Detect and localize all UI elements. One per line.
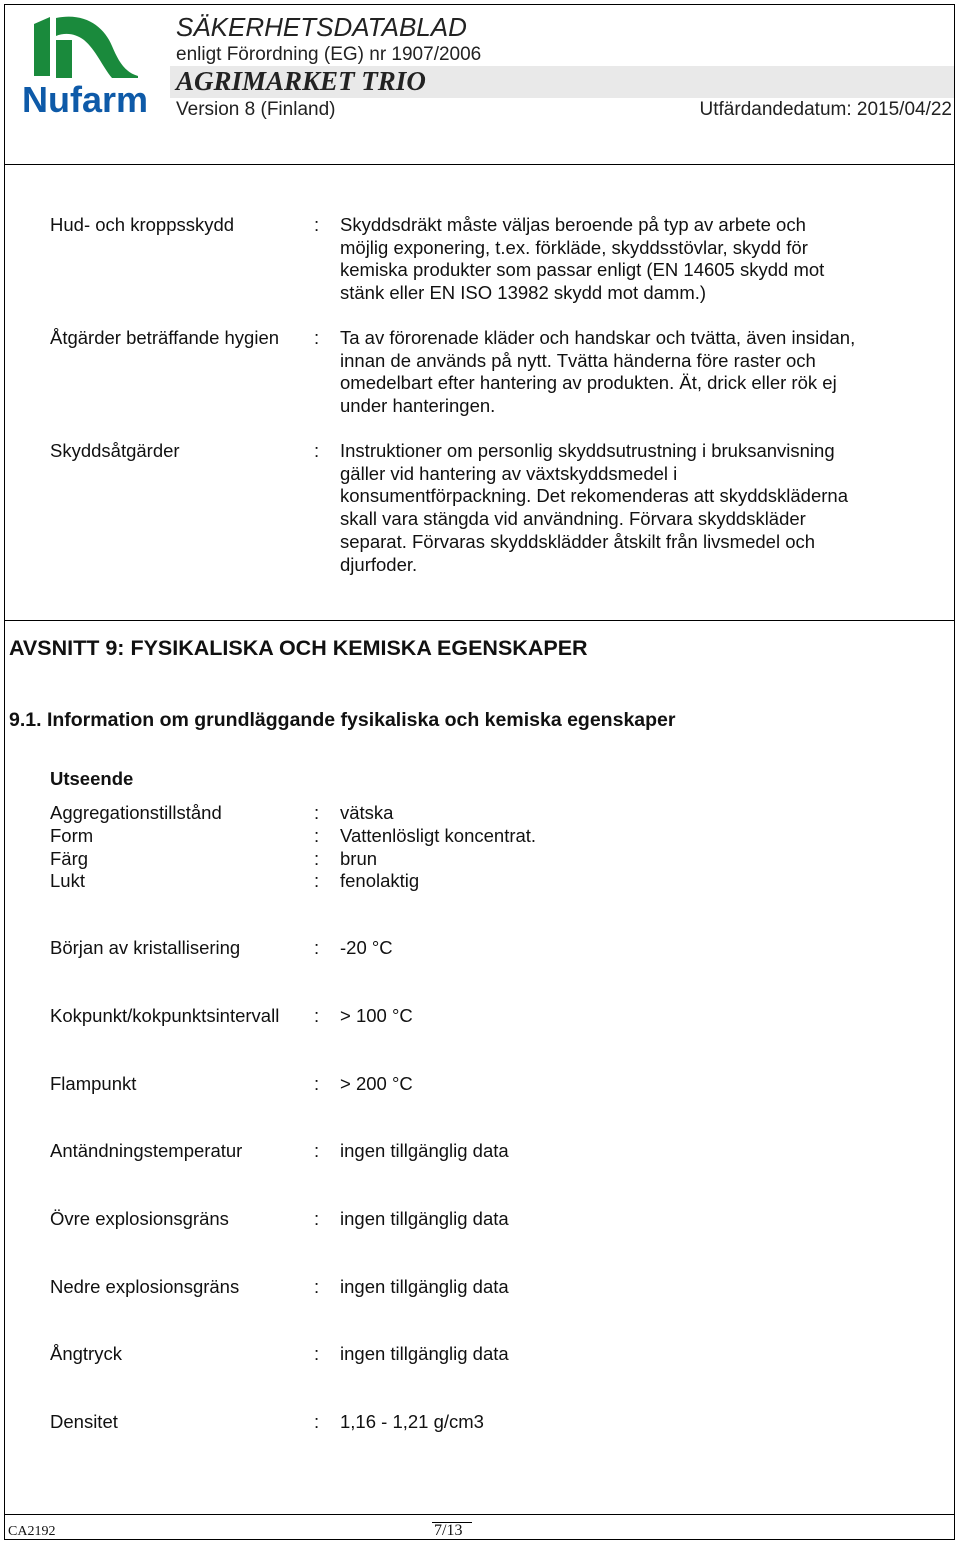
row-value (340, 214, 920, 305)
row-label: Skyddsåtgärder (50, 440, 180, 461)
property-colon: : (314, 825, 320, 846)
row-colon: : (314, 214, 320, 235)
section-divider (4, 620, 955, 621)
document-code: CA2192 (8, 1524, 56, 1539)
property-colon: : (314, 848, 320, 869)
subsection-heading: 9.1. Information om grundläggande fysikaliska och kemiska egenskaper (9, 709, 676, 731)
property-value: brun (340, 848, 378, 869)
footer-divider (4, 1514, 955, 1515)
header-divider (4, 164, 955, 165)
product-name: AGRIMARKET TRIO (176, 66, 426, 96)
property-label: Ångtryck (50, 1343, 122, 1364)
value-line: skall vara stängda vid användning. Förvara skyddskläder (340, 508, 806, 530)
logo-text: Nufarm (22, 79, 149, 118)
property-label: Kokpunkt/kokpunktsintervall (50, 1005, 280, 1026)
property-label: Flampunkt (50, 1073, 137, 1094)
value-line: Ta av förorenade kläder och handskar och tvätta, även insidan, (340, 327, 856, 348)
value-line: djurfoder. (340, 553, 418, 575)
property-label: Lukt (50, 870, 85, 891)
nufarm-logo (20, 14, 150, 118)
row-colon: : (314, 327, 320, 348)
row-label: Åtgärder beträffande hygien (50, 327, 280, 348)
property-colon: : (314, 1073, 320, 1094)
property-colon: : (314, 802, 320, 823)
row-label: Hud- och kroppsskydd (50, 214, 235, 235)
property-colon: : (314, 1140, 320, 1161)
property-label: Färg (50, 848, 89, 869)
property-value: ingen tillgänglig data (340, 1208, 509, 1229)
value-line: innan de används på nytt. Tvätta händerna före raster och (340, 349, 816, 371)
property-value: 1,16 - 1,21 g/cm3 (340, 1411, 484, 1432)
value-line: under hanteringen. (340, 395, 496, 417)
group-heading: Utseende (50, 768, 134, 789)
property-label: Aggregationstillstånd (50, 802, 222, 823)
value-line: gäller vid hantering av växtskyddsmedel i (340, 462, 678, 484)
value-line: Skyddsdräkt måste väljas beroende på typ av arbete och (340, 214, 806, 235)
property-value: > 100 °C (340, 1005, 413, 1026)
value-line: Instruktioner om personlig skyddsutrustning i bruksanvisning (340, 440, 835, 461)
property-value: -20 °C (340, 937, 393, 958)
property-label: Början av kristallisering (50, 937, 241, 958)
property-label: Antändningstemperatur (50, 1140, 243, 1161)
property-label: Densitet (50, 1411, 118, 1432)
value-line: separat. Förvaras skyddsklädder åtskilt från livsmedel och (340, 530, 816, 552)
property-value: ingen tillgänglig data (340, 1343, 509, 1364)
property-colon: : (314, 1343, 320, 1364)
value-line: kemiska produkter som passar enligt (EN 14605 skydd mot (340, 259, 825, 281)
property-value: fenolaktig (340, 870, 420, 891)
property-colon: : (314, 937, 320, 958)
property-colon: : (314, 1208, 320, 1229)
row-colon: : (314, 440, 320, 461)
property-colon: : (314, 1005, 320, 1026)
issue-date: Utfärdandedatum: 2015/04/22 (699, 99, 952, 120)
property-colon: : (314, 1276, 320, 1297)
row-value (340, 327, 920, 418)
property-value: ingen tillgänglig data (340, 1140, 509, 1161)
property-colon: : (314, 870, 320, 891)
property-value: > 200 °C (340, 1073, 413, 1094)
property-label: Nedre explosionsgräns (50, 1276, 240, 1297)
property-label: Form (50, 825, 94, 846)
property-colon: : (314, 1411, 320, 1432)
row-value (340, 440, 920, 576)
property-value: ingen tillgänglig data (340, 1276, 509, 1297)
regulation-line: enligt Förordning (EG) nr 1907/2006 (176, 44, 482, 65)
version-label: Version 8 (Finland) (176, 99, 336, 120)
value-line: konsumentförpackning. Det rekomenderas att skyddskläderna (340, 485, 848, 507)
value-line: stänk eller EN ISO 13982 skydd mot damm.) (340, 282, 707, 304)
document-title: SÄKERHETSDATABLAD (176, 12, 467, 42)
section-heading: AVSNITT 9: FYSIKALISKA OCH KEMISKA EGENSKAPER (9, 636, 588, 660)
value-line: möjlig exponering, t.ex. förkläde, skyddsstövlar, skydd för (340, 236, 808, 258)
property-label: Övre explosionsgräns (50, 1208, 229, 1229)
value-line: omedelbart efter hantering av produkten. Ät, drick eller rök ej (340, 372, 837, 394)
property-value: vätska (340, 802, 394, 823)
property-value: Vattenlösligt koncentrat. (340, 825, 537, 846)
page-number: 7/13 (434, 1522, 463, 1539)
